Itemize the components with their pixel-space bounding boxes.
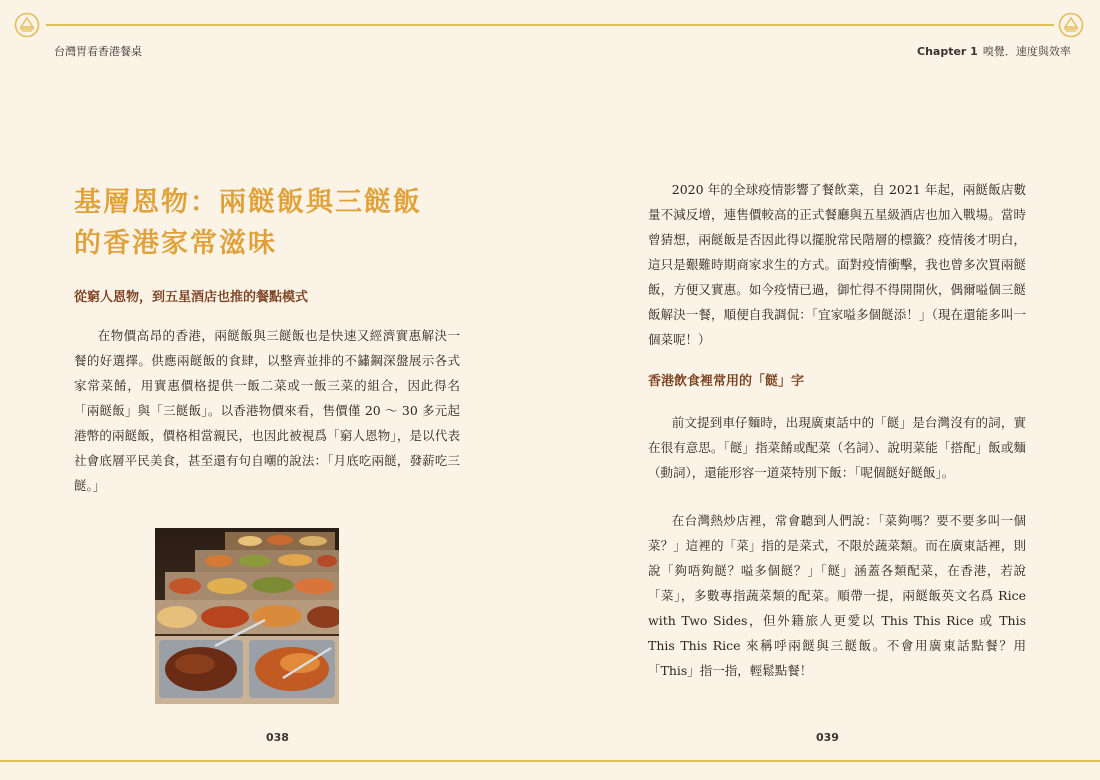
running-head: [917, 43, 1071, 59]
subheading: 香港飲食裡常用的「餸」字: [648, 374, 805, 389]
chapter-title: 嗅覺．速度與效率: [982, 45, 1071, 58]
buffet-trays-photo: [155, 528, 339, 704]
body-paragraph: 在台灣熱炒店裡，常會聽到人們說：「菜夠嗎？要不要多叫一個菜？」這裡的「菜」指的是菜式，不限於蔬菜類。而在廣東話裡，則說「夠唔夠餸？嗌多個餸？」「餸」涵蓋各類配菜，在香港，若說「菜」，多數專指蔬菜類的配菜。順帶一提，兩餸飯英文名爲 Rice with Two Sides，但外籍旅人更愛以 This This Rice 或 This This This Rice 來稱呼兩餸與三餸飯。不會用廣東話點餐？用「This」指一指，輕鬆點餐！: [648, 513, 1026, 678]
body-paragraph: 在物價高昂的香港，兩餸飯與三餸飯也是快速又經濟實惠解決一餐的好選擇。供應兩餸飯的食肆，以整齊並排的不鏽鋼深盤展示各式家常菜餚，用實惠價格提供一飯二菜或一飯三菜的組合，因此得名「兩餸飯」與「三餸飯」。以香港物價來看，售價僅 20 ～ 30 多元起港幣的兩餸飯，價格相當親民，也因此被視爲「窮人恩物」，是以代表社會底層平民美食，甚至還有句自嘲的說法：「月底吃兩餸，發薪吃三餸。」: [74, 328, 460, 493]
subheading: 從窮人恩物，到五星酒店也推的餐點模式: [74, 290, 309, 305]
body-paragraph: 2020 年的全球疫情影響了餐飲業，自 2021 年起，兩餸飯店數量不減反增，連售價較高的正式餐廳與五星級酒店也加入戰場。當時曾猜想，兩餸飯是否因此得以擺脫常民階層的標籤？疫情後才明白，這只是艱難時期商家求生的方式。面對疫情衝擊，我也曾多次買兩餸飯，方便又實惠。如今疫情已過，御忙得不得開開伙，偶爾嗌個三餸飯解決一餐，順便自我調侃：「宜家嗌多個餸添！」（現在還能多叫一個菜呢！）: [648, 182, 1026, 347]
buffet-photo: [155, 528, 339, 704]
right-page: [550, 0, 1100, 780]
page-title: [74, 182, 494, 264]
page-number: 039: [816, 731, 839, 744]
body-paragraph: 前文提到車仔麵時，出現廣東話中的「餸」是台灣沒有的詞，實在很有意思。「餸」指菜餚或配菜（名詞）、說明菜能「搭配」飯或麵（動詞），還能形容一道菜特別下飯：「呢個餸好餸飯」。: [648, 415, 1026, 480]
title-line-2: 的香港家常滋味: [74, 228, 277, 259]
chapter-label: Chapter 1: [917, 45, 978, 58]
page-number: 038: [266, 731, 289, 744]
running-head: 台灣胃看香港餐桌: [54, 45, 142, 58]
title-line-1: 基層恩物：兩餸飯與三餸飯: [74, 187, 422, 218]
